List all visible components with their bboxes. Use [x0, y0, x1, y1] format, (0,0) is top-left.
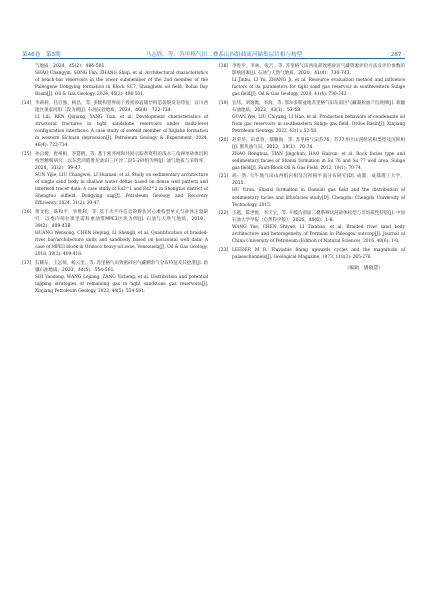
reference-text: 胡一然. 大牛地气田山西组岩相及沉积相平面分布研究[D]. 成都：成都理工大学，2015. [232, 174, 405, 187]
reference-body [35, 100, 208, 150]
reference-item [22, 100, 208, 150]
reference-text: 气地质，2024，45(2)：486-501. [35, 64, 106, 69]
reference-text: LI Jinbu, LI Yu, ZHANG Ji, et al. Resource evaluation method and influence factors of its parameters for tight sand gas reservoir in southwestern Sulige gas field[J]. Oil & Gas Geology, 2020, 41(4): 730-743. [232, 78, 405, 98]
reference-text: GUAN Wei, LIU Chiyang, LI Hao, et al. Production behaviors of condensate oil from gas reservoirs in southeastern Sulige gas field, Ordos Basin[J]. Xinjiang Petroleum Geology, 2022, 43(1): 52-58. [232, 114, 405, 135]
reference-item [219, 63, 405, 98]
reference-item [219, 100, 405, 135]
reference-body [232, 247, 405, 261]
reference-text: 赵荣华，田景春，鄢顺海，等. 苏里格气田苏76、苏77井区山西组岩相类型及沉积相[J]. 断块油气田，2012，19(1)：70-74. [232, 137, 405, 150]
reference-item [219, 137, 405, 172]
reference-number: [18] [219, 64, 229, 69]
page-number: · 287 · [387, 52, 405, 58]
reference-body [35, 209, 208, 259]
reference-text: 孙日媛，唐祖根，李慧帆，等. 基于密井网和井间示踪剂资料的浅水三角洲单砂体沉积构型精细研究：以东营凹陷胜坨油田三区沙二段1-2砂组为例[J]. 油气地质与采收率，2024，31(2)：39-47. [35, 151, 208, 171]
reference-text: HUANG Wensong, CHEN Heping, LI Shengli, et al. Quantification of braided-river bar/architecture units and sandbody based on horizontal well data: A case of MPE3 block in Orinoco heavy-oil zone, Venezuela[J]. Oil & Gas Geology, 2018, 39(2): 409-418. [35, 231, 208, 258]
left-column [22, 63, 208, 296]
reference-body [35, 260, 208, 295]
reference-text: 黄文松，陈和平，李胜利，等. 基于水平井信息的辫状河心滩构型单元与砂体定量研究：以委内瑞拉奥里诺科重油带MPE3区块为例[J]. 石油与天然气地质，2018，39(2)：409-418. [35, 209, 208, 229]
reference-list [22, 63, 405, 296]
reference-number: [21] [219, 174, 229, 180]
reference-item [219, 247, 405, 261]
reference-body [35, 151, 208, 208]
reference-text: SHI Yaodong, WANG Lejiang, ZANG Yicheng, et al. Distribution and potential tapping strategies of remaining gas in tight sandstone gas reservoirs[J]. Xinjiang Petroleum Geology, 2023, 44(5): 554-561. [35, 274, 208, 295]
reference-number: [15] [22, 151, 32, 157]
reference-number: [20] [219, 137, 229, 143]
right-column [219, 63, 405, 296]
reference-number: [19] [219, 100, 229, 106]
journal-volume: 第46卷 第3期 [22, 52, 61, 58]
reference-body [35, 63, 208, 98]
reference-number: [22] [219, 211, 229, 217]
reference-text: 李进步，李咏，张吉，等. 苏里格气田西南部致密砂岩气藏资源评价方法及评价参数的影响因素[J]. 石油与天然气地质，2020，41(4)：730-743. [232, 64, 405, 77]
reference-number: [23] [219, 247, 229, 253]
reference-number: [17] [22, 260, 32, 266]
reference-item [219, 210, 405, 245]
reference-text: ZHAO Ronghua, TIAN Jingchun, HAO Haiyun, et al. Rock facies type and sedimentary facies of Shanxi formation in Su 76 and Su 77 well area, Sulige gas field[J]. Fault-Block Oil & Gas Field, 2012, 19(1): 70-74. [232, 151, 405, 171]
reference-item [219, 173, 405, 208]
reference-text: LEEDER M R. Fluviatile fining upwards cycles and the magnitude of palaeochannels[J]. Geological Magazine, 1973, 110(3): 265-276. [232, 247, 405, 260]
reference-item [22, 209, 208, 259]
running-title: 马志欣，等：苏里格气田二叠系山西组曲流河储集层岩相与构型 [145, 52, 303, 58]
reference-text: LI Lili, REN Qiqiang, YANG Tian, et al. Development characteristics of structural fractures in tight sandstone reservoirs under multi-level configuration interfaces: A case study of second member of Xujiahe formation in western Sichuan depression[J]. Petroleum Geology & Experiment, 2024, 46(4): 722-734. [35, 114, 208, 149]
page-header [22, 44, 405, 58]
reference-text: 官伟，刘逸衡，李海，等. 鄂尔多斯盆地苏里格气田东南区气藏凝析油产出规律[J]. 新疆石油地质，2022，43(1)：52-58. [232, 100, 405, 113]
reference-body [232, 100, 405, 135]
reference-number: [14] [22, 100, 32, 106]
reference-text: SUN Yijie, LIU Changwei, LI Huanan, et al. Study on sedimentary architecture of single sand body in shallow water deltas based on dense well pattern and interwell tracer data: A case study of Es2^1 and Es2^2 in Shengtuo district of Shengtuo oilfield, Dongying sag[J]. Petroleum Geology and Recovery Efficiency, 2024, 31(2): 39-47. [35, 173, 208, 207]
editor-note: （编辑 潘晓慧） [344, 266, 383, 272]
reference-body [232, 173, 405, 208]
reference-text: SHAO Changyin, SONG Fan, ZHANG Shiqi, et al. Architectural characteristics of beach-bar reservoirs in the lower submember of the 2nd member of the Paleogene Dongying formation in Block SC7, Shanghebi oil field, Bohai Bay Basin[J]. Oil & Gas Geology, 2024, 45(2): 486-501. [35, 71, 208, 98]
reference-body [232, 210, 405, 245]
reference-body [232, 63, 405, 98]
reference-item [22, 63, 208, 98]
reference-body [232, 137, 405, 172]
reference-item [22, 260, 208, 295]
reference-number: [16] [22, 209, 32, 215]
reference-text: HU Yiran. Shanxi formation in Daniudi gas field and the distribution of sedimentary facies and lithofacies study[D]. Chengdu: Chengdu University of Technology, 2015. [232, 188, 405, 208]
header-rule [22, 58, 405, 59]
reference-text: WANG Yue, CHEN Shiyue, LI Tianbao, et al. Braided river sand body architecture and heterogeneity of Permian in Paleogou outcrop[J]. Journal of China University of Petroleum (Edition of Natural Science), 2016, 40(6): 1-8. [232, 225, 405, 245]
reference-text: 石耀东，王远瑞，杨云奎，等. 苏里格气田致密砂岩气藏剩余气分布特征及其挖潜[J]. 新疆石油地质，2023，44(5)：554-561. [35, 260, 208, 273]
reference-item [22, 151, 208, 208]
reference-text: 王越，陈世悦，李天宝，等. 开缆沟剖面二叠系辫状河砂体构型与非均质性特征[J]. 中国石油大学学报（自然科学版），2016，40(6)：1-8. [232, 211, 405, 224]
reference-text: 李莉莉，任启强，杨昌，等. 多级构型界面下致密砂岩储层构造裂缝发育特征：以川西地区须家河组二段为例[J]. 石油实验地质，2024，46(4)：722-734. [35, 100, 208, 113]
